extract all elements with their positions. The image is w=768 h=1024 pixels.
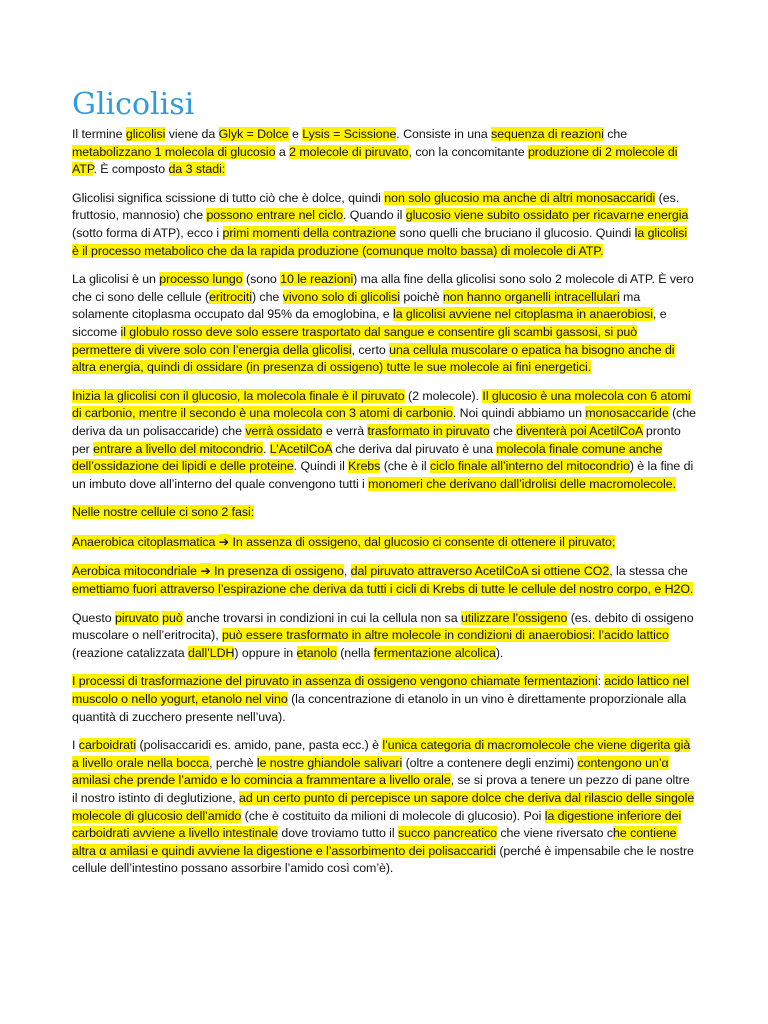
text-segment: ) è la fine di un imbuto dove all’interno del quale convengono tutti i <box>72 459 694 491</box>
highlighted-text: Inizia la glicolisi con il glucosio, la molecola finale è il piruvato <box>72 388 405 403</box>
text-segment: , la stessa che <box>609 564 688 579</box>
highlighted-text: Anaerobica citoplasmatica <box>72 534 219 549</box>
text-segment: , certo <box>351 342 390 357</box>
highlighted-text: In presenza di ossigeno <box>210 564 344 579</box>
arrow-right-icon: ➔ <box>200 563 211 579</box>
text-segment: (sono <box>242 272 281 287</box>
paragraph-intro <box>72 126 696 179</box>
text-segment: , se si prova a tenere un pezzo di pane oltre il nostro istinto di deglutizione, <box>72 773 690 805</box>
text-segment: (che deriva da un polisaccaride) che <box>72 406 696 438</box>
highlighted-text: processo lungo <box>159 272 243 287</box>
highlighted-text: 10 le reazioni <box>280 272 354 287</box>
highlighted-text: una cellula muscolare o epatica ha bisogno anche di altra energia, quindi di ossidare (in presenza di ossigeno) tutte le sue molecole ai fini energetici. <box>72 342 675 375</box>
highlighted-text: he contiene altra α amilasi e quindi avviene la digestione e l’assorbimento dei polisaccaridi <box>72 826 677 858</box>
text-segment: (che è il <box>380 459 431 474</box>
highlighted-text: primi momenti della contrazione <box>222 225 396 240</box>
highlighted-text: glucosio viene subito ossidato per ricavarne energia <box>405 208 689 223</box>
text-segment: , perchè <box>209 755 257 770</box>
text-segment: e verrà <box>322 423 368 438</box>
highlighted-text: può <box>162 610 183 625</box>
highlighted-text: produzione di 2 molecole di ATP <box>72 144 678 177</box>
highlighted-text: sequenza di reazioni <box>491 127 604 141</box>
text-segment: (2 molecole). <box>404 388 483 403</box>
highlighted-text: ciclo finale all’interno del mitocondrio <box>430 459 630 474</box>
highlighted-text: trasformato in piruvato <box>367 423 490 438</box>
highlighted-text: eritrociti <box>209 289 252 304</box>
text-segment: anche trovarsi in condizioni in cui la cellula non sa <box>182 610 461 625</box>
text-segment: ) ma alla fine della glicolisi sono solo 2 molecole di ATP. È vero che ci sono delle cellule ( <box>72 272 694 304</box>
text-segment: (polisaccaridi es. amido, pane, pasta ecc.) è <box>136 738 383 753</box>
text-segment: (nella <box>336 645 374 660</box>
page-title: Glicolisi <box>72 87 195 122</box>
highlighted-text: acido lattico nel muscolo o nello yogurt, etanolo nel vino <box>72 674 689 707</box>
highlighted-text: succo pancreatico <box>397 826 498 841</box>
paragraph-anaerobica <box>72 533 696 552</box>
highlighted-text: etanolo <box>296 645 337 660</box>
text-segment: (reazione catalizzata <box>72 645 188 660</box>
text-segment: (es. debito di ossigeno muscolare o nell’eritrocita), <box>72 610 694 643</box>
paragraph-processo <box>72 271 696 377</box>
highlighted-text: non solo glucosio ma anche di altri monosaccaridi <box>384 190 656 205</box>
paragraph-anaerobiosi <box>72 610 696 663</box>
paragraph-carboidrati <box>72 737 696 878</box>
text-segment: La glicolisi è un <box>72 272 160 287</box>
highlighted-text: diventerà poi AcetilCoA <box>516 423 643 438</box>
text-segment: ) oppure in <box>234 645 297 660</box>
highlighted-text: emettiamo fuori attraverso l’espirazione che deriva da tutti i cicli di Krebs di tutte le cellule del nostro corpo, e H2O. <box>72 582 694 597</box>
highlighted-text: può essere trasformato in altre molecole in condizioni di anaerobiosi: l’acido lattico <box>222 628 669 643</box>
paragraph-aerobica <box>72 562 696 598</box>
highlighted-text: non hanno organelli intracellulari <box>442 289 620 304</box>
text-segment: . Quindi il <box>293 459 349 474</box>
highlighted-text: ad un certo punto di percepisce un sapore dolce che deriva dal rilascio delle singole molecole di glucosio dell’amido <box>72 791 695 823</box>
paragraph-piruvato <box>72 388 696 494</box>
text-segment: , e siccome <box>72 307 667 339</box>
paragraph-fasi <box>72 504 696 522</box>
arrow-right-icon: ➔ <box>218 533 230 549</box>
text-segment: , con la concomitante <box>408 144 528 159</box>
highlighted-text: Glyk = Dolce <box>218 127 289 141</box>
text-segment: poichè <box>399 289 443 304</box>
highlighted-text: piruvato <box>115 610 159 625</box>
text-segment: viene da <box>165 127 219 141</box>
text-segment: (sotto forma di ATP), ecco i <box>72 225 223 240</box>
text-segment: . Quando il <box>342 208 406 223</box>
text-segment: , <box>343 564 351 579</box>
text-segment: . Noi quindi abbiamo un <box>452 406 586 421</box>
text-segment: che <box>489 423 517 438</box>
text-segment: che deriva dal piruvato è una <box>331 441 497 456</box>
highlighted-text: possono entrare nel ciclo <box>206 208 343 223</box>
highlighted-text: le nostre ghiandole salivari <box>256 755 403 770</box>
document-body <box>0 126 768 878</box>
highlighted-text: la glicolisi è il processo metabolico che da la rapida produzione (comunque molto bassa) di molecole di ATP. <box>72 225 688 258</box>
highlighted-text: dal piruvato attraverso AcetilCoA si ottiene CO2 <box>350 564 610 579</box>
text-segment: Il termine <box>72 127 126 141</box>
text-segment: I <box>72 738 79 753</box>
text-segment: e <box>288 127 303 141</box>
highlighted-text: molecola finale comune anche dell’ossidazione dei lipidi e delle proteine <box>72 441 663 474</box>
highlighted-text: glicolisi <box>125 127 166 141</box>
text-segment: che <box>603 127 628 141</box>
highlighted-text: contengono un’α amilasi che prende l’amido e lo comincia a frammentare a livello orale <box>72 755 669 788</box>
highlighted-text: verrà ossidato <box>245 423 323 438</box>
text-segment: ) che <box>251 289 283 304</box>
paragraph-significato <box>72 190 696 260</box>
highlighted-text: Il glucosio è una molecola con 6 atomi di carbonio, mentre il secondo è una molecola con 3 atomi di carbonio <box>72 388 691 421</box>
text-segment: . <box>263 441 270 456</box>
highlighted-text: da 3 stadi: <box>168 162 226 177</box>
highlighted-text: In assenza di ossigeno, dal glucosio ci consente di ottenere il piruvato; <box>229 534 616 549</box>
text-segment: . Consiste in una <box>396 127 492 141</box>
highlighted-text: entrare a livello del mitocondrio <box>93 441 263 456</box>
highlighted-text: carboidrati <box>78 738 137 753</box>
text-segment: sono quelli che bruciano il glucosio. Quindi <box>395 225 635 240</box>
highlighted-text: il globulo rosso deve solo essere trasportato dal sangue e consentire gli scambi gassosi, si può permettere di vivere solo con l’energia della glicolisi <box>72 324 638 357</box>
highlighted-text: L’AcetilCoA <box>269 441 332 456</box>
highlighted-text: Aerobica mitocondriale <box>72 564 201 579</box>
text-segment: (es. fruttosio, mannosio) che <box>72 190 680 223</box>
highlighted-text: la glicolisi avviene nel citoplasma in anaerobiosi <box>393 307 653 322</box>
text-segment: a <box>275 144 290 159</box>
text-segment: ). <box>495 645 504 660</box>
highlighted-text: dall’LDH <box>187 645 235 660</box>
highlighted-text: la digestione inferiore dei carboidrati avviene a livello intestinale <box>72 808 682 841</box>
highlighted-text: l’unica categoria di macromolecole che viene digerita già a livello orale nella bocca <box>72 738 691 770</box>
paragraph-fermentazioni <box>72 673 696 726</box>
text-segment: . È composto <box>93 162 169 177</box>
highlighted-text: Lysis = Scissione <box>302 127 397 141</box>
text-segment: (oltre a contenere degli enzimi) <box>402 755 578 770</box>
text-segment: ma solamente citoplasma occupato dal 95% da emoglobina, e <box>72 289 641 322</box>
text-segment: : <box>597 674 605 689</box>
highlighted-text: monomeri che derivano dall’idrolisi delle macromolecole. <box>368 476 676 491</box>
highlighted-text: utilizzare l’ossigeno <box>460 610 568 625</box>
text-segment: che viene riversato c <box>497 826 613 841</box>
text-segment: (la concentrazione di etanolo in un vino è direttamente proporzionale alla quantità di zucchero presente nell’uva). <box>72 692 687 724</box>
text-segment: pronto per <box>72 423 681 456</box>
text-segment: (che è costituito da milioni di molecole di glucosio). Poi <box>241 808 545 823</box>
highlighted-text: Krebs <box>348 459 381 474</box>
text-segment: Questo <box>72 610 116 625</box>
highlighted-text: monosaccaride <box>585 406 669 421</box>
text-segment: dove troviamo tutto il <box>277 826 398 841</box>
text-segment: Glicolisi significa scissione di tutto ciò che è dolce, quindi <box>72 190 385 205</box>
highlighted-text: vivono solo di glicolisi <box>282 289 400 304</box>
highlighted-text: metabolizzano 1 molecola di glucosio <box>72 144 276 159</box>
text-segment: (perché è impensabile che le nostre cellule dell’intestino possano assorbire l’amido così com’è). <box>72 843 694 876</box>
highlighted-text: I processi di trasformazione del piruvato in assenza di ossigeno vengono chiamate fermentazioni <box>72 674 598 689</box>
highlighted-text: fermentazione alcolica <box>373 645 496 660</box>
highlighted-text: Nelle nostre cellule ci sono 2 fasi: <box>72 505 255 520</box>
highlighted-text: 2 molecole di piruvato <box>289 144 409 159</box>
